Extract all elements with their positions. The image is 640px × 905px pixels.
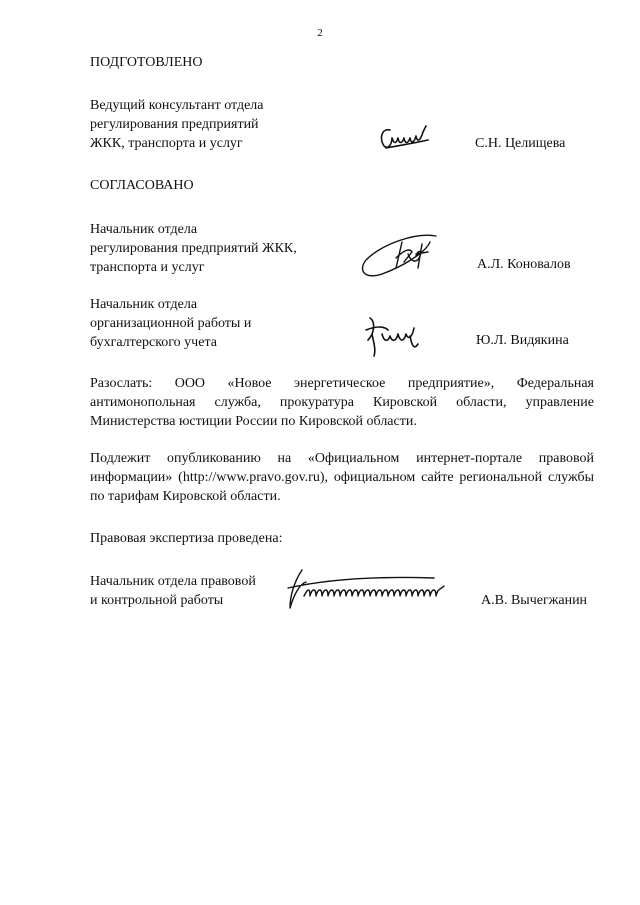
agreed-name-2: Ю.Л. Видякина <box>476 333 569 348</box>
agreed-name-1: А.Л. Коновалов <box>477 257 571 272</box>
prepared-heading: ПОДГОТОВЛЕНО <box>90 55 203 70</box>
signature-vychegzhanin <box>284 566 454 614</box>
signature-konovalov <box>356 228 446 284</box>
agreed-position-1: Начальник отдела регулирования предприятий ЖКК, транспорта и услуг <box>90 222 297 275</box>
prepared-position: Ведущий консультант отдела регулирования предприятий ЖКК, транспорта и услуг <box>90 98 264 151</box>
distribution-paragraph: Разослать: ООО «Новое энергетическое предприятие», Федеральная антимонопольная служба, прокуратура Кировской области, управление Министерства юстиции России по Кировской области. <box>90 376 594 429</box>
signature-tselishcheva <box>376 122 434 158</box>
page-number: 2 <box>317 27 323 39</box>
publication-paragraph: Подлежит опубликованию на «Официальном интернет-портале правовой информации» (http://www.pravo.gov.ru), официальном сайте региональной службы по тарифам Кировской области. <box>90 451 594 504</box>
legal-review-name: А.В. Вычегжанин <box>481 593 588 608</box>
signature-vidyakina <box>362 314 422 358</box>
agreed-heading: СОГЛАСОВАНО <box>90 178 194 193</box>
legal-review-heading: Правовая экспертиза проведена: <box>90 531 283 546</box>
legal-review-position: Начальник отдела правовой и контрольной работы <box>90 574 256 608</box>
prepared-name: С.Н. Целищева <box>475 136 566 151</box>
agreed-position-2: Начальник отдела организационной работы и бухгалтерского учета <box>90 297 252 350</box>
